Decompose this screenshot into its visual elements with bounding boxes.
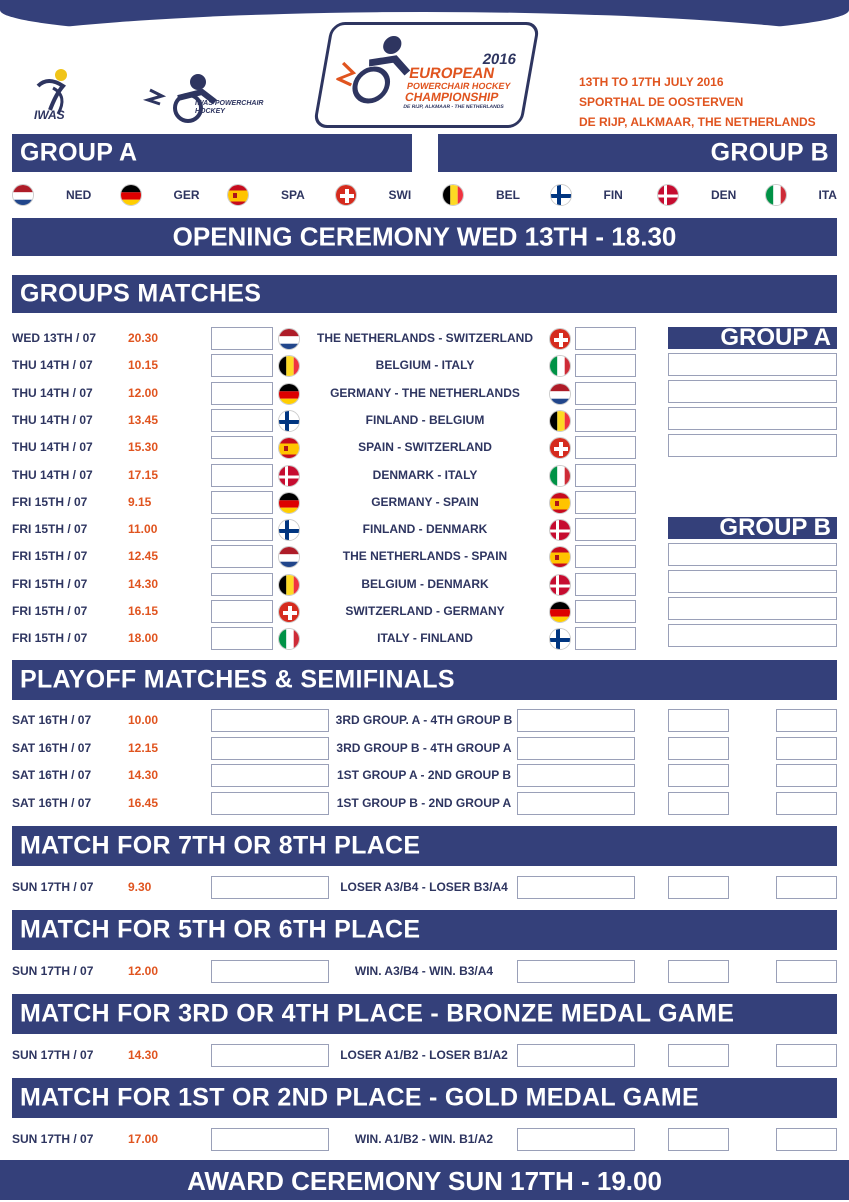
- team-code: FIN: [603, 188, 623, 202]
- flag-ned-icon: [12, 184, 34, 206]
- knockout-match-row: [0, 1126, 849, 1153]
- team-code: SWI: [388, 188, 412, 202]
- knockout-match-row: [0, 1042, 849, 1069]
- penalty-score-box[interactable]: [776, 1044, 837, 1067]
- team-code: ITA: [818, 188, 837, 202]
- home-score-box[interactable]: [211, 764, 329, 787]
- match-teams: SPAIN - SWITZERLAND: [358, 440, 492, 455]
- flag-bel-icon: [278, 574, 300, 596]
- match-time: 14.30: [128, 768, 159, 782]
- home-score-box[interactable]: [211, 464, 273, 487]
- iwas-logo-text: IWAS: [34, 108, 65, 122]
- away-score-box[interactable]: [517, 792, 635, 815]
- penalty-score-box[interactable]: [776, 709, 837, 732]
- flag-ita-icon: [549, 355, 571, 377]
- home-score-box[interactable]: [211, 354, 273, 377]
- flag-swi-icon: [335, 184, 357, 206]
- flag-swi-icon: [278, 601, 300, 623]
- penalty-score-box[interactable]: [776, 792, 837, 815]
- match-teams: ITALY - FINLAND: [377, 631, 473, 646]
- flag-ita-icon: [278, 628, 300, 650]
- penalty-score-box[interactable]: [776, 764, 837, 787]
- final-section-header: [12, 826, 837, 866]
- extra-score-box[interactable]: [668, 792, 729, 815]
- home-score-box[interactable]: [211, 627, 273, 650]
- flag-fin-icon: [278, 519, 300, 541]
- champ-year: 2016: [481, 51, 518, 68]
- match-day: THU 14TH / 07: [12, 412, 93, 427]
- final-section-title: MATCH FOR 7TH OR 8TH PLACE: [20, 831, 421, 860]
- flag-ger-icon: [278, 383, 300, 405]
- flag-den-icon: [549, 574, 571, 596]
- match-day: FRI 15TH / 07: [12, 604, 88, 618]
- home-score-box[interactable]: [211, 876, 329, 899]
- flag-ned-icon: [549, 383, 571, 405]
- away-score-box[interactable]: [575, 382, 636, 405]
- hockey-logo-text: IWAS POWERCHAIR HOCKEY: [195, 100, 264, 115]
- flag-fin-icon: [278, 410, 300, 432]
- group-a-title: GROUP A: [20, 138, 138, 167]
- match-time: 12.45: [128, 549, 159, 564]
- match-teams: FINLAND - BELGIUM: [365, 412, 485, 427]
- final-section-title: MATCH FOR 1ST OR 2ND PLACE - GOLD MEDAL GAME: [20, 1083, 699, 1112]
- team-code: GER: [173, 188, 200, 202]
- home-score-box[interactable]: [211, 737, 329, 760]
- flag-den-icon: [657, 184, 679, 206]
- penalty-score-box[interactable]: [776, 737, 837, 760]
- home-score-box[interactable]: [211, 1044, 329, 1067]
- match-time: 12.00: [128, 964, 159, 978]
- away-score-box[interactable]: [575, 436, 636, 459]
- final-section-header: [12, 994, 837, 1034]
- match-time: 17.15: [128, 467, 159, 482]
- match-time: 18.00: [128, 631, 159, 646]
- match-teams: SWITZERLAND - GERMANY: [345, 604, 505, 618]
- team-code: SPA: [281, 188, 305, 202]
- match-time: 14.30: [128, 1048, 159, 1062]
- away-score-box[interactable]: [575, 627, 636, 650]
- group-match-row: [0, 598, 849, 625]
- match-day: FRI 15TH / 07: [12, 522, 88, 537]
- match-teams: GERMANY - THE NETHERLANDS: [330, 385, 520, 400]
- flag-bel-icon: [278, 355, 300, 377]
- match-day: SUN 17TH / 07: [12, 1048, 94, 1062]
- flag-ita-icon: [549, 465, 571, 487]
- away-score-box[interactable]: [517, 960, 635, 983]
- match-teams: THE NETHERLANDS - SPAIN: [342, 549, 508, 564]
- flag-ned-icon: [278, 328, 300, 350]
- flag-bel-icon: [549, 410, 571, 432]
- flag-den-icon: [278, 465, 300, 487]
- knockout-match-row: [0, 790, 849, 817]
- away-score-box[interactable]: [575, 354, 636, 377]
- match-day: SUN 17TH / 07: [12, 964, 94, 978]
- group-match-row: [0, 462, 849, 489]
- away-score-box[interactable]: [575, 518, 636, 541]
- match-day: THU 14TH / 07: [12, 385, 93, 400]
- match-time: 11.00: [128, 522, 158, 537]
- match-time: 17.00: [128, 1132, 159, 1146]
- event-location: DE RIJP, ALKMAAR, THE NETHERLANDS: [579, 115, 816, 129]
- powerchair-hockey-icon: [140, 70, 275, 125]
- match-time: 12.00: [128, 385, 159, 400]
- group-b-title: GROUP B: [710, 138, 829, 167]
- event-info: [579, 72, 816, 132]
- knockout-match-row: [0, 707, 849, 734]
- flag-swi-icon: [549, 328, 571, 350]
- group-matches-header: [12, 275, 837, 313]
- away-score-box[interactable]: [575, 573, 636, 596]
- home-score-box[interactable]: [211, 491, 273, 514]
- team-code: BEL: [496, 188, 520, 202]
- group-match-row: [0, 380, 849, 407]
- flag-spa-icon: [227, 184, 249, 206]
- team-code: NED: [66, 188, 92, 202]
- opening-ceremony-banner: [12, 218, 837, 256]
- away-score-box[interactable]: [575, 409, 636, 432]
- group-matches-title: GROUPS MATCHES: [20, 279, 262, 308]
- match-time: 10.00: [128, 713, 159, 727]
- away-score-box[interactable]: [517, 876, 635, 899]
- award-ceremony-banner: [0, 1160, 849, 1200]
- flag-ger-icon: [278, 492, 300, 514]
- group-match-row: [0, 434, 849, 461]
- extra-score-box[interactable]: [668, 1128, 729, 1151]
- match-time: 16.15: [128, 604, 159, 618]
- match-day: SUN 17TH / 07: [12, 1132, 94, 1146]
- home-score-box[interactable]: [211, 518, 273, 541]
- match-teams: 1ST GROUP B - 2ND GROUP A: [336, 795, 512, 810]
- knockout-match-row: [0, 735, 849, 762]
- home-score-box[interactable]: [211, 327, 273, 350]
- match-teams: THE NETHERLANDS - SWITZERLAND: [317, 331, 533, 345]
- final-section-title: MATCH FOR 5TH OR 6TH PLACE: [20, 915, 421, 944]
- champ-line3: CHAMPIONSHIP: [403, 90, 500, 104]
- away-score-box[interactable]: [575, 464, 636, 487]
- flag-ger-icon: [120, 184, 142, 206]
- match-day: THU 14TH / 07: [12, 440, 93, 455]
- match-teams: BELGIUM - DENMARK: [361, 576, 489, 591]
- match-teams: WIN. A3/B4 - WIN. B3/A4: [354, 964, 494, 978]
- group-match-row: [0, 352, 849, 379]
- match-time: 15.30: [128, 440, 159, 455]
- away-score-box[interactable]: [517, 764, 635, 787]
- home-score-box[interactable]: [211, 382, 273, 405]
- match-teams: 3RD GROUP. A - 4TH GROUP B: [335, 713, 513, 727]
- match-teams: GERMANY - SPAIN: [371, 494, 479, 509]
- home-score-box[interactable]: [211, 709, 329, 732]
- extra-score-box[interactable]: [668, 764, 729, 787]
- match-teams: WIN. A1/B2 - WIN. B1/A2: [354, 1132, 494, 1146]
- match-time: 20.30: [128, 331, 159, 345]
- match-day: WED 13TH / 07: [12, 331, 97, 345]
- group-a-header: [12, 134, 412, 172]
- home-score-box[interactable]: [211, 792, 329, 815]
- knockout-match-row: [0, 874, 849, 901]
- flag-fin-icon: [549, 628, 571, 650]
- home-score-box[interactable]: [211, 600, 273, 623]
- away-score-box[interactable]: [575, 600, 636, 623]
- flag-spa-icon: [549, 546, 571, 568]
- champ-line4: DE RIJP, ALKMAAR - THE NETHERLANDS: [402, 104, 505, 110]
- match-time: 12.15: [128, 740, 159, 755]
- match-time: 9.15: [128, 494, 152, 509]
- match-time: 10.15: [128, 358, 159, 373]
- group-match-row: [0, 325, 849, 352]
- match-day: SAT 16TH / 07: [12, 740, 92, 755]
- champ-line2: POWERCHAIR HOCKEY: [406, 81, 512, 91]
- home-score-box[interactable]: [211, 1128, 329, 1151]
- flag-spa-icon: [549, 492, 571, 514]
- match-day: SUN 17TH / 07: [12, 880, 94, 894]
- hockey-logo: [140, 70, 275, 125]
- standings-group-a-title: GROUP A: [720, 324, 831, 351]
- penalty-score-box[interactable]: [776, 960, 837, 983]
- flag-fin-icon: [550, 184, 572, 206]
- final-section-title: MATCH FOR 3RD OR 4TH PLACE - BRONZE MEDAL GAME: [20, 999, 735, 1028]
- match-day: THU 14TH / 07: [12, 358, 93, 373]
- flag-swi-icon: [549, 437, 571, 459]
- flag-spa-icon: [278, 437, 300, 459]
- event-venue: SPORTHAL DE OOSTERVEN: [579, 95, 744, 109]
- away-score-box[interactable]: [517, 709, 635, 732]
- match-day: FRI 15TH / 07: [12, 494, 88, 509]
- away-score-box[interactable]: [517, 1044, 635, 1067]
- final-section-header: [12, 1078, 837, 1118]
- away-score-box[interactable]: [575, 491, 636, 514]
- match-time: 14.30: [128, 576, 159, 591]
- match-time: 9.30: [128, 880, 152, 894]
- extra-score-box[interactable]: [668, 876, 729, 899]
- home-score-box[interactable]: [211, 436, 273, 459]
- championship-logo: [313, 22, 541, 128]
- home-score-box[interactable]: [211, 960, 329, 983]
- extra-score-box[interactable]: [668, 960, 729, 983]
- flag-ned-icon: [278, 546, 300, 568]
- opening-ceremony-text: OPENING CEREMONY WED 13TH - 18.30: [172, 221, 677, 252]
- home-score-box[interactable]: [211, 573, 273, 596]
- standings-group-b-title: GROUP B: [719, 514, 831, 541]
- group-match-row: [0, 489, 849, 516]
- match-day: FRI 15TH / 07: [12, 631, 88, 646]
- iwas-logo: [28, 66, 98, 126]
- match-teams: FINLAND - DENMARK: [362, 522, 488, 537]
- match-teams: LOSER A3/B4 - LOSER B3/A4: [340, 880, 508, 894]
- flag-ita-icon: [765, 184, 787, 206]
- group-match-row: [0, 543, 849, 570]
- award-ceremony-text: AWARD CEREMONY SUN 17TH - 19.00: [187, 1166, 662, 1196]
- match-day: SAT 16TH / 07: [12, 713, 92, 727]
- knockout-match-row: [0, 958, 849, 985]
- group-match-row: [0, 516, 849, 543]
- match-teams: 3RD GROUP B - 4TH GROUP A: [336, 740, 512, 755]
- group-match-row: [0, 407, 849, 434]
- match-teams: BELGIUM - ITALY: [375, 358, 475, 373]
- extra-score-box[interactable]: [668, 709, 729, 732]
- flag-ger-icon: [549, 601, 571, 623]
- match-time: 13.45: [128, 412, 159, 427]
- playoff-header: [12, 660, 837, 700]
- match-day: SAT 16TH / 07: [12, 768, 92, 782]
- flag-bel-icon: [442, 184, 464, 206]
- match-day: FRI 15TH / 07: [12, 576, 88, 591]
- event-dates: 13TH TO 17TH JULY 2016: [579, 75, 724, 89]
- match-day: SAT 16TH / 07: [12, 795, 92, 810]
- match-day: THU 14TH / 07: [12, 467, 93, 482]
- away-score-box[interactable]: [517, 1128, 635, 1151]
- knockout-match-row: [0, 762, 849, 789]
- home-score-box[interactable]: [211, 545, 273, 568]
- match-time: 16.45: [128, 795, 159, 810]
- match-teams: 1ST GROUP A - 2ND GROUP B: [336, 768, 512, 782]
- away-score-box[interactable]: [575, 545, 636, 568]
- final-section-header: [12, 910, 837, 950]
- group-match-row: [0, 625, 849, 652]
- extra-score-box[interactable]: [668, 1044, 729, 1067]
- match-teams: LOSER A1/B2 - LOSER B1/A2: [340, 1048, 508, 1062]
- flag-den-icon: [549, 519, 571, 541]
- group-b-header: [438, 134, 837, 172]
- extra-score-box[interactable]: [668, 737, 729, 760]
- group-match-row: [0, 571, 849, 598]
- champ-line1: EUROPEAN: [407, 65, 496, 82]
- team-code: DEN: [711, 188, 737, 202]
- match-teams: DENMARK - ITALY: [372, 467, 478, 482]
- match-day: FRI 15TH / 07: [12, 549, 88, 564]
- playoff-title: PLAYOFF MATCHES & SEMIFINALS: [20, 665, 455, 694]
- home-score-box[interactable]: [211, 409, 273, 432]
- away-score-box[interactable]: [517, 737, 635, 760]
- away-score-box[interactable]: [575, 327, 636, 350]
- penalty-score-box[interactable]: [776, 876, 837, 899]
- penalty-score-box[interactable]: [776, 1128, 837, 1151]
